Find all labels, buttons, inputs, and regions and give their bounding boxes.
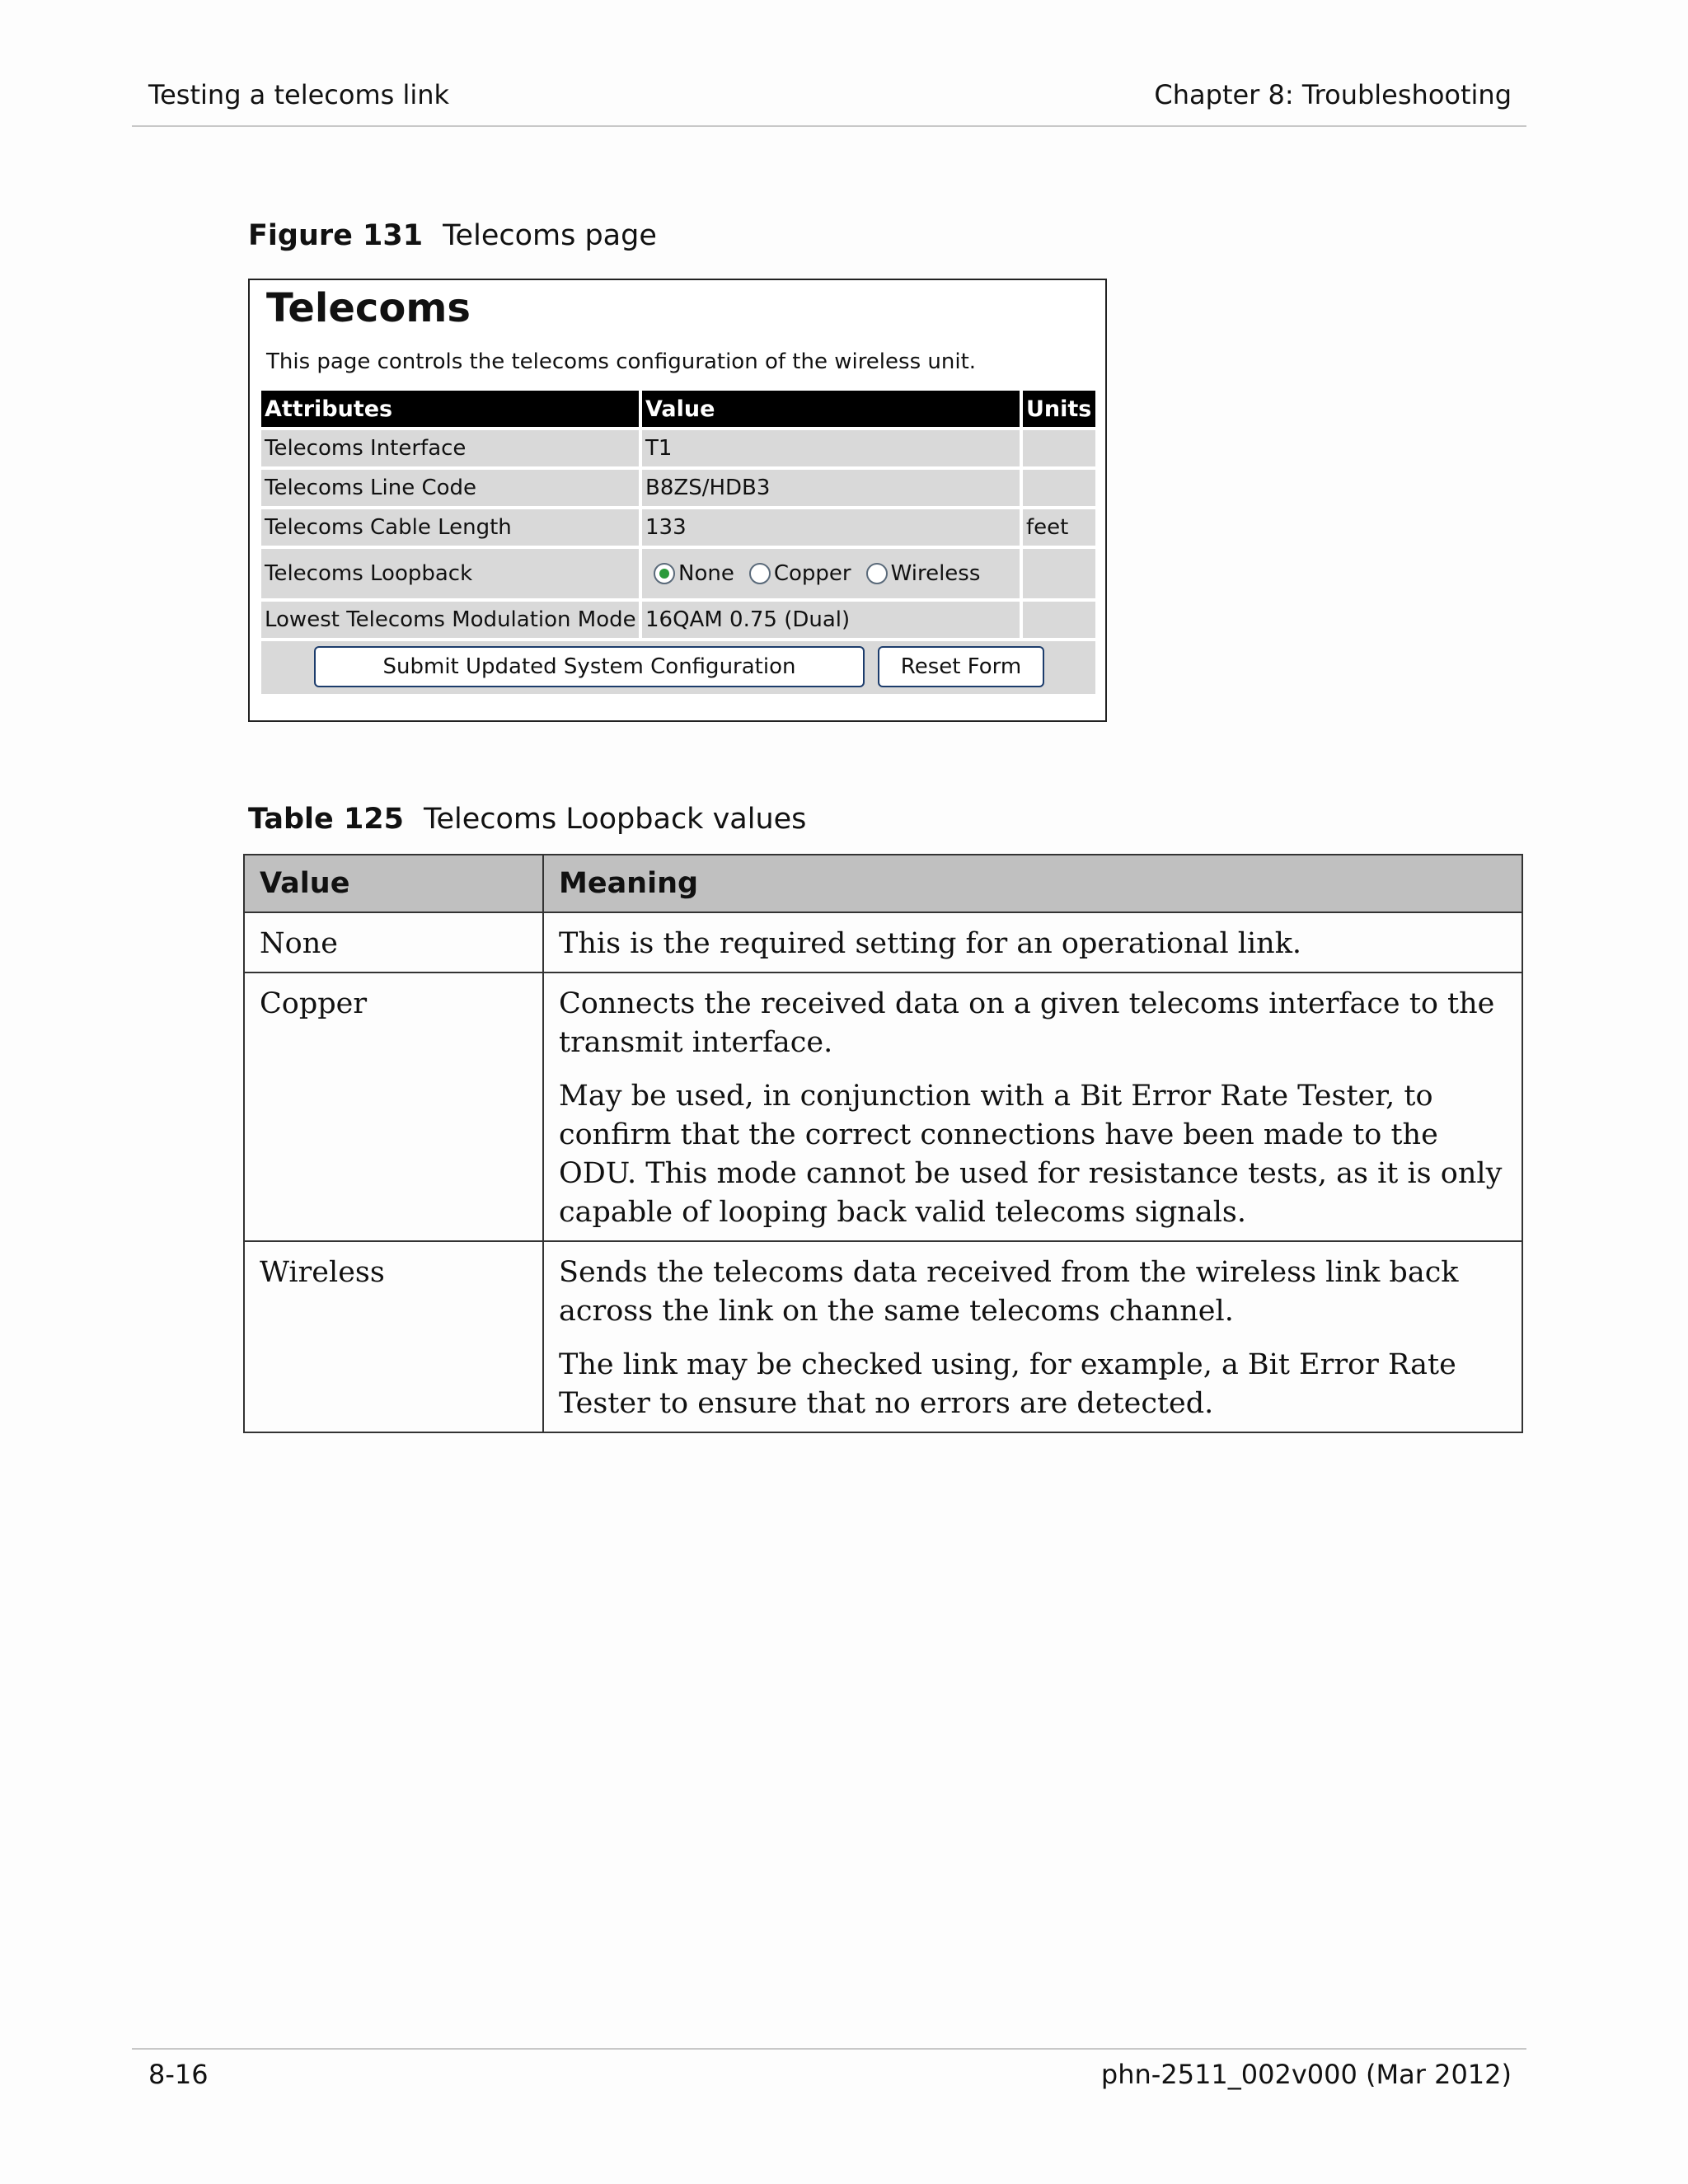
value-cell: Wireless	[244, 1241, 543, 1432]
meaning-paragraph: Sends the telecoms data received from the wireless link back across the link on the same telecoms channel.	[559, 1256, 1459, 1328]
telecoms-loopback-row	[261, 549, 1095, 598]
attribute-value: 133	[642, 509, 1020, 546]
table-caption	[248, 803, 806, 836]
attribute-value: T1	[642, 430, 1020, 466]
header-rule	[132, 125, 1526, 127]
loopback-option-copper[interactable]	[749, 561, 851, 586]
table-row	[244, 1241, 1522, 1432]
lowest-modulation-mode-row	[261, 602, 1095, 638]
value-cell: None	[244, 912, 543, 972]
column-header-value: Value	[244, 855, 543, 912]
radio-label: Wireless	[890, 561, 981, 586]
attribute-units	[1023, 470, 1095, 506]
table-label: Table 125	[248, 803, 405, 836]
radio-unselected-icon[interactable]	[749, 563, 771, 584]
submit-configuration-button[interactable]: Submit Updated System Configuration	[314, 646, 865, 687]
table-row	[244, 912, 1522, 972]
meaning-cell	[543, 972, 1522, 1241]
column-header-units: Units	[1023, 391, 1095, 427]
loopback-option-none[interactable]	[654, 561, 734, 586]
telecoms-page-screenshot	[248, 279, 1107, 722]
radio-unselected-icon[interactable]	[866, 563, 888, 584]
attribute-units	[1023, 430, 1095, 466]
attribute-value: B8ZS/HDB3	[642, 470, 1020, 506]
figure-title: Telecoms page	[443, 219, 657, 252]
meaning-paragraph: This is the required setting for an operational link.	[559, 927, 1302, 960]
document-id: phn-2511_002v000 (Mar 2012)	[1100, 2059, 1512, 2090]
attribute-units	[1023, 602, 1095, 638]
figure-caption	[248, 219, 657, 252]
attribute-units	[1023, 549, 1095, 598]
attribute-value: 16QAM 0.75 (Dual)	[642, 602, 1020, 638]
meaning-paragraph: May be used, in conjunction with a Bit Error Rate Tester, to confirm that the correct connections have been made to the ODU. This mode cannot be used for resistance tests, as it is only capable of looping back valid telecoms signals.	[559, 1080, 1503, 1229]
table-header-row	[244, 855, 1522, 912]
value-cell: Copper	[244, 972, 543, 1241]
reset-form-button[interactable]: Reset Form	[878, 646, 1044, 687]
telecoms-table-header	[261, 391, 1095, 427]
form-button-row	[261, 641, 1095, 694]
attribute-label: Telecoms Cable Length	[261, 509, 639, 546]
figure-label: Figure 131	[248, 219, 424, 252]
telecoms-interface-row	[261, 430, 1095, 466]
attribute-label: Telecoms Interface	[261, 430, 639, 466]
running-header-section: Testing a telecoms link	[148, 79, 450, 110]
telecoms-page-title: Telecoms	[266, 285, 471, 331]
attribute-label: Telecoms Line Code	[261, 470, 639, 506]
footer-rule	[132, 2048, 1526, 2050]
loopback-values-table	[243, 854, 1523, 1433]
meaning-cell	[543, 1241, 1522, 1432]
running-header-chapter: Chapter 8: Troubleshooting	[1154, 79, 1512, 110]
telecoms-page-description: This page controls the telecoms configuration of the wireless unit.	[266, 349, 977, 374]
attribute-label: Lowest Telecoms Modulation Mode	[261, 602, 639, 638]
page-number: 8-16	[148, 2059, 209, 2090]
radio-selected-icon[interactable]	[654, 563, 675, 584]
column-header-value: Value	[642, 391, 1020, 427]
telecoms-attributes-table	[261, 391, 1095, 694]
table-row	[244, 972, 1522, 1241]
telecoms-cable-length-row	[261, 509, 1095, 546]
meaning-paragraph: Connects the received data on a given telecoms interface to the transmit interface.	[559, 987, 1495, 1059]
meaning-paragraph: The link may be checked using, for example, a Bit Error Rate Tester to ensure that no errors are detected.	[559, 1348, 1456, 1420]
table-title: Telecoms Loopback values	[424, 803, 807, 836]
radio-label: Copper	[773, 561, 851, 586]
radio-label: None	[678, 561, 734, 586]
column-header-attributes: Attributes	[261, 391, 639, 427]
meaning-cell	[543, 912, 1522, 972]
attribute-label: Telecoms Loopback	[261, 549, 639, 598]
column-header-meaning: Meaning	[543, 855, 1522, 912]
loopback-radio-group	[642, 549, 1020, 598]
attribute-units: feet	[1023, 509, 1095, 546]
telecoms-line-code-row	[261, 470, 1095, 506]
loopback-option-wireless[interactable]	[866, 561, 981, 586]
